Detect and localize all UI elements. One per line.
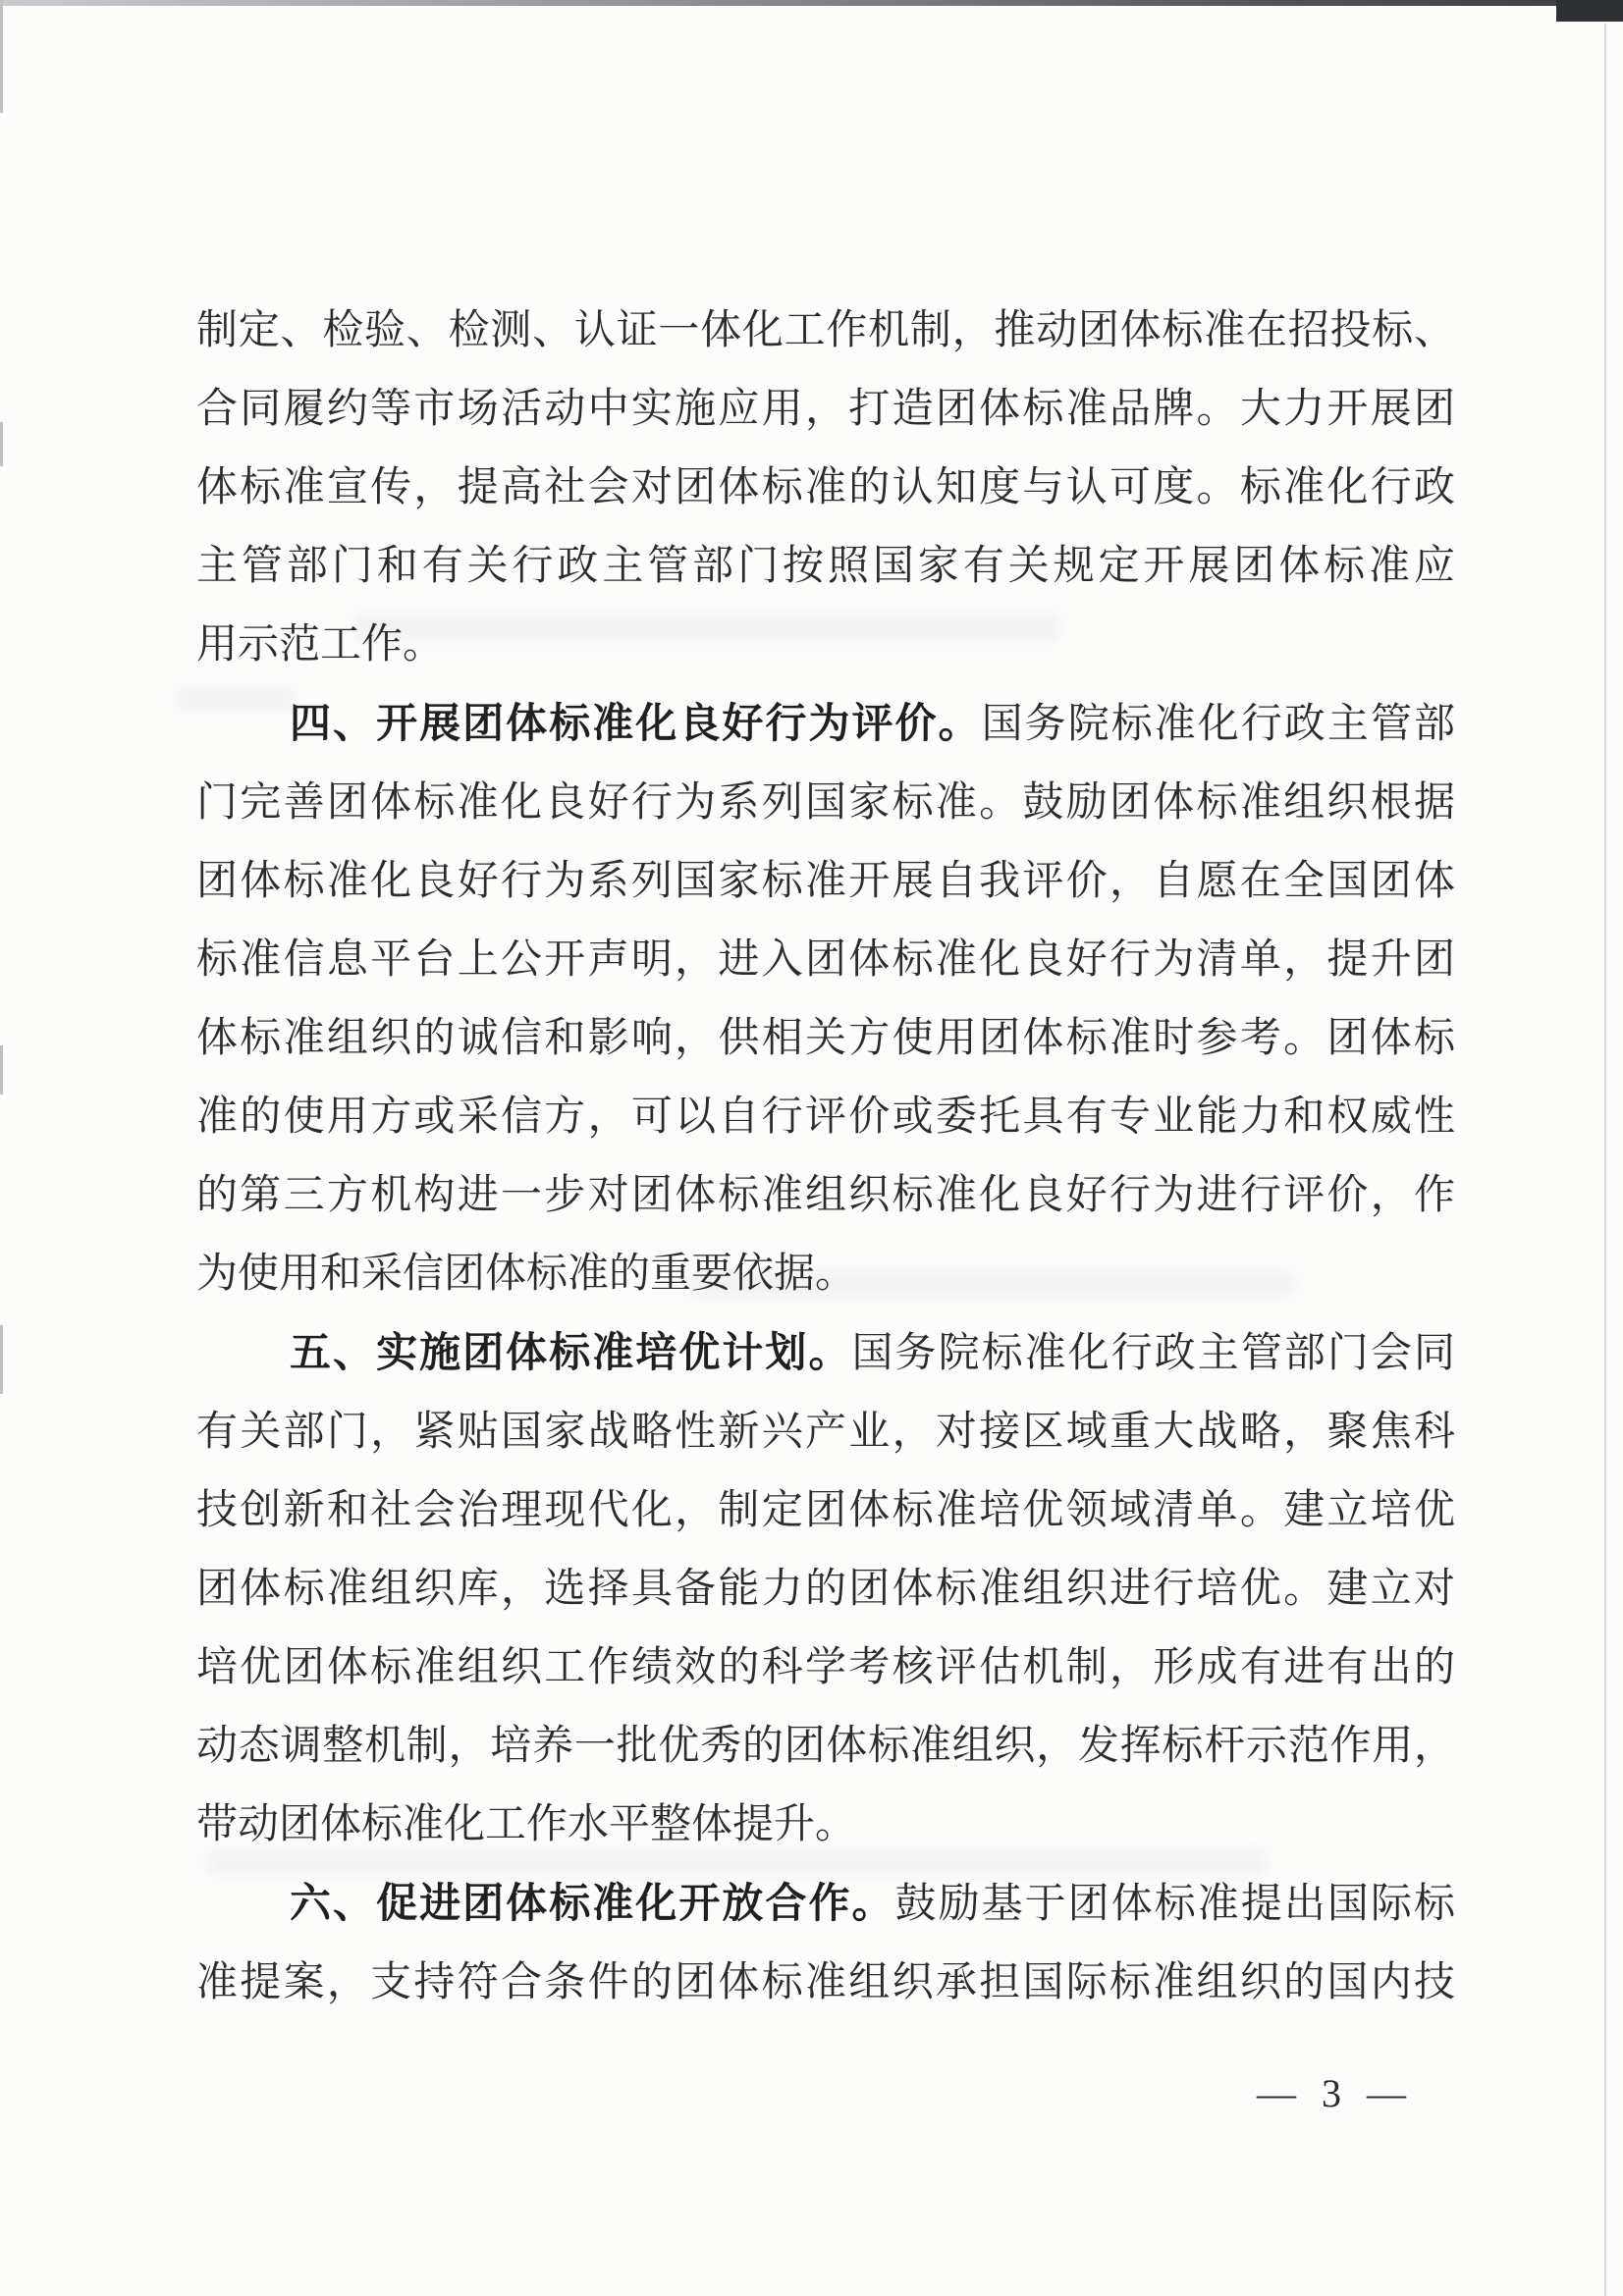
text-line: 动态调整机制，培养一批优秀的团体标准组织，发挥标杆示范作用， (196, 1724, 1455, 1769)
text-line: 培优团体标准组织工作绩效的科学考核评估机制，形成有进有出的 (196, 1645, 1455, 1690)
text-line: 准的使用方或采信方，可以自行评价或委托具有专业能力和权威性 (196, 1095, 1455, 1140)
text-line: 合同履约等市场活动中实施应用，打造团体标准品牌。大力开展团 (196, 387, 1455, 432)
document-lines (196, 292, 1455, 2022)
text-line: 团体标准组织库，选择具备能力的团体标准组织进行培优。建立对 (196, 1567, 1455, 1612)
text-line: 的第三方机构进一步对团体标准组织标准化良好行为进行评价，作 (196, 1173, 1455, 1218)
scan-corner-artifact (1556, 0, 1623, 22)
text-line: 用示范工作。 (196, 622, 445, 667)
text-line: 体标准组织的诚信和影响，供相关方使用团体标准时参考。团体标 (196, 1016, 1455, 1061)
text-line: 制定、检验、检测、认证一体化工作机制，推动团体标准在招投标、 (196, 308, 1455, 353)
text-line: 四、开展团体标准化良好行为评价。国务院标准化行政主管部 (290, 700, 1455, 747)
text-line: 五、实施团体标准培优计划。国务院标准化行政主管部门会同 (290, 1329, 1455, 1376)
text-line: 团体标准化良好行为系列国家标准开展自我评价，自愿在全国团体 (196, 859, 1455, 904)
scan-left-edge-mark (0, 1325, 3, 1394)
scan-left-edge-mark (0, 1045, 3, 1095)
section-heading: 五、实施团体标准培优计划。 (290, 1329, 852, 1375)
text-line: 带动团体标准化工作水平整体提升。 (196, 1802, 857, 1847)
section-heading: 六、促进团体标准化开放合作。 (290, 1880, 895, 1926)
text-line: 技创新和社会治理现代化，制定团体标准培优领域清单。建立培优 (196, 1488, 1455, 1533)
scan-top-edge-artifact (0, 0, 1623, 6)
scan-left-edge-mark (0, 422, 3, 466)
text-line: 有关部门，紧贴国家战略性新兴产业，对接区域重大战略，聚焦科 (196, 1410, 1455, 1455)
section-heading: 四、开展团体标准化良好行为评价。 (290, 700, 982, 746)
text-line: 体标准宣传，提高社会对团体标准的认知度与认可度。标准化行政 (196, 465, 1455, 510)
page-number: — 3 — (1257, 2071, 1414, 2115)
text-line: 门完善团体标准化良好行为系列国家标准。鼓励团体标准组织根据 (196, 780, 1455, 826)
text-line: 标准信息平台上公开声明，进入团体标准化良好行为清单，提升团 (196, 937, 1455, 983)
text-line: 六、促进团体标准化开放合作。鼓励基于团体标准提出国际标 (290, 1880, 1455, 1927)
text-line: 为使用和采信团体标准的重要依据。 (196, 1252, 857, 1297)
scan-right-edge-line (1604, 24, 1606, 2296)
scan-left-edge-mark (0, 0, 3, 113)
text-line: 准提案，支持符合条件的团体标准组织承担国际标准组织的国内技 (196, 1960, 1455, 2005)
text-line: 主管部门和有关行政主管部门按照国家有关规定开展团体标准应 (196, 544, 1455, 589)
